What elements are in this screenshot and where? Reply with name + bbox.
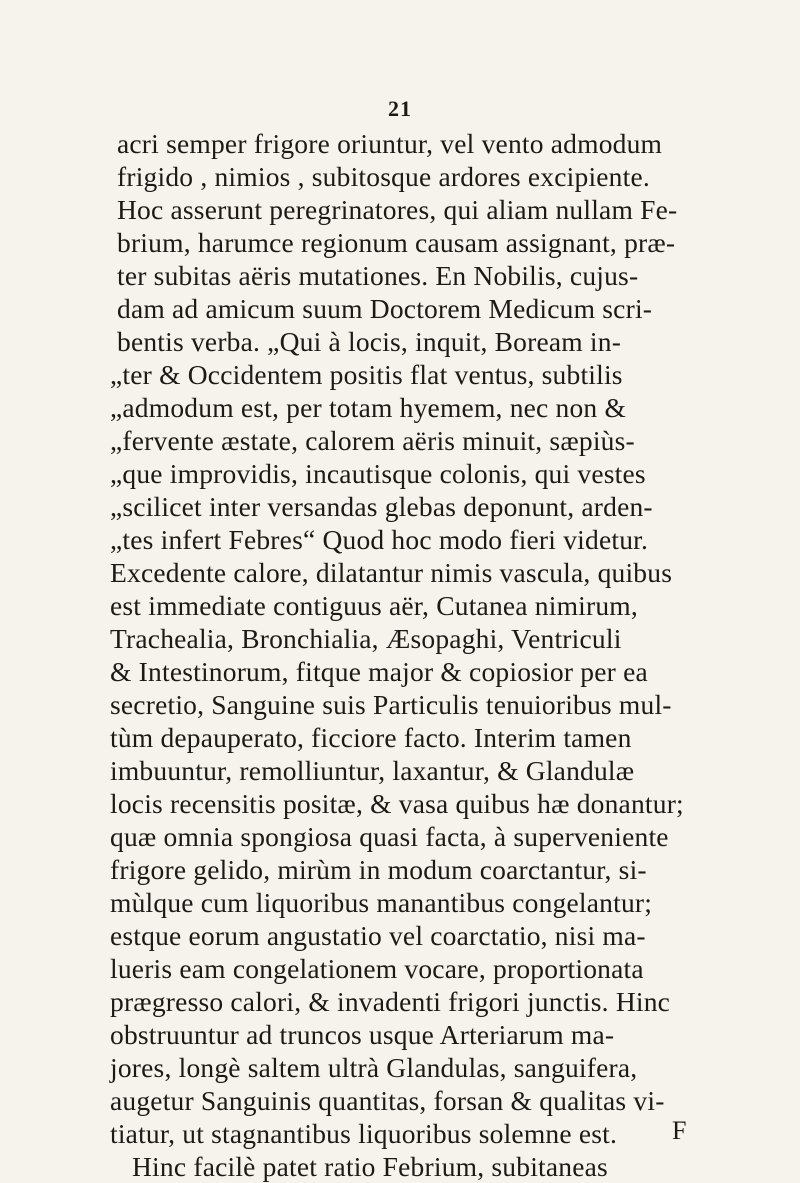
- catchword: F: [672, 1116, 687, 1145]
- text-line: frigore gelido, mirùm in modum coarctantur, si-: [110, 854, 647, 885]
- text-line: mùlque cum liquoribus manantibus congelantur;: [110, 887, 653, 918]
- text-line: imbuuntur, remolliuntur, laxantur, & Glandulæ: [110, 755, 635, 786]
- text-line: „scilicet inter versandas glebas deponunt, arden-: [110, 491, 653, 522]
- text-line: bentis verba. „Qui à locis, inquit, Boream in-: [117, 326, 622, 357]
- text-line: estque eorum angustatio vel coarctatio, nisi ma-: [110, 920, 646, 951]
- text-line: tiatur, ut stagnantibus liquoribus solemne est.: [110, 1118, 618, 1149]
- text-line: obstruuntur ad truncos usque Arteriarum ma-: [110, 1019, 615, 1050]
- text-line: brium, harumce regionum causam assignant, præ-: [117, 227, 676, 258]
- text-line: jores, longè saltem ultrà Glandulas, sanguifera,: [110, 1052, 638, 1083]
- text-line: tùm depauperato, ficciore facto. Interim tamen: [110, 722, 632, 753]
- text-line: est immediate contiguus aër, Cutanea nimirum,: [110, 590, 638, 621]
- text-line: Hoc asserunt peregrinatores, qui aliam nullam Fe-: [117, 194, 678, 225]
- text-line: & Intestinorum, fitque major & copiosior per ea: [110, 656, 648, 687]
- text-line: „admodum est, per totam hyemem, nec non &: [110, 392, 627, 423]
- text-line: dam ad amicum suum Doctorem Medicum scri-: [117, 293, 653, 324]
- text-line: augetur Sanguinis quantitas, forsan & qualitas vi-: [110, 1085, 665, 1116]
- text-line: quæ omnia spongiosa quasi facta, à superveniente: [110, 821, 669, 852]
- text-line: „ter & Occidentem positis flat ventus, subtilis: [110, 359, 623, 390]
- text-line: „que improvidis, incautisque colonis, qui vestes: [110, 458, 646, 489]
- text-line: Hinc facilè patet ratio Febrium, subitaneas: [132, 1151, 608, 1182]
- text-line: locis recensitis positæ, & vasa quibus hæ donantur;: [110, 788, 684, 819]
- text-line: Excedente calore, dilatantur nimis vascula, quibus: [110, 557, 673, 588]
- text-line: Trachealia, Bronchialia, Æsopaghi, Ventriculi: [110, 623, 622, 654]
- text-line: prægresso calori, & invadenti frigori junctis. Hinc: [110, 986, 671, 1017]
- text-line: „tes infert Febres“ Quod hoc modo fieri videtur.: [110, 524, 649, 555]
- text-line: acri semper frigore oriuntur, vel vento admodum: [117, 128, 663, 159]
- text-line: „fervente æstate, calorem aëris minuit, sæpiùs-: [110, 425, 635, 456]
- text-line: lueris eam congelationem vocare, proportionata: [110, 953, 644, 984]
- text-line: frigido , nimios , subitosque ardores excipiente.: [117, 161, 650, 192]
- text-line: secretio, Sanguine suis Particulis tenuioribus mul-: [110, 689, 672, 720]
- text-line: ter subitas aëris mutationes. En Nobilis, cujus-: [117, 260, 639, 291]
- page-number: 21: [388, 96, 412, 121]
